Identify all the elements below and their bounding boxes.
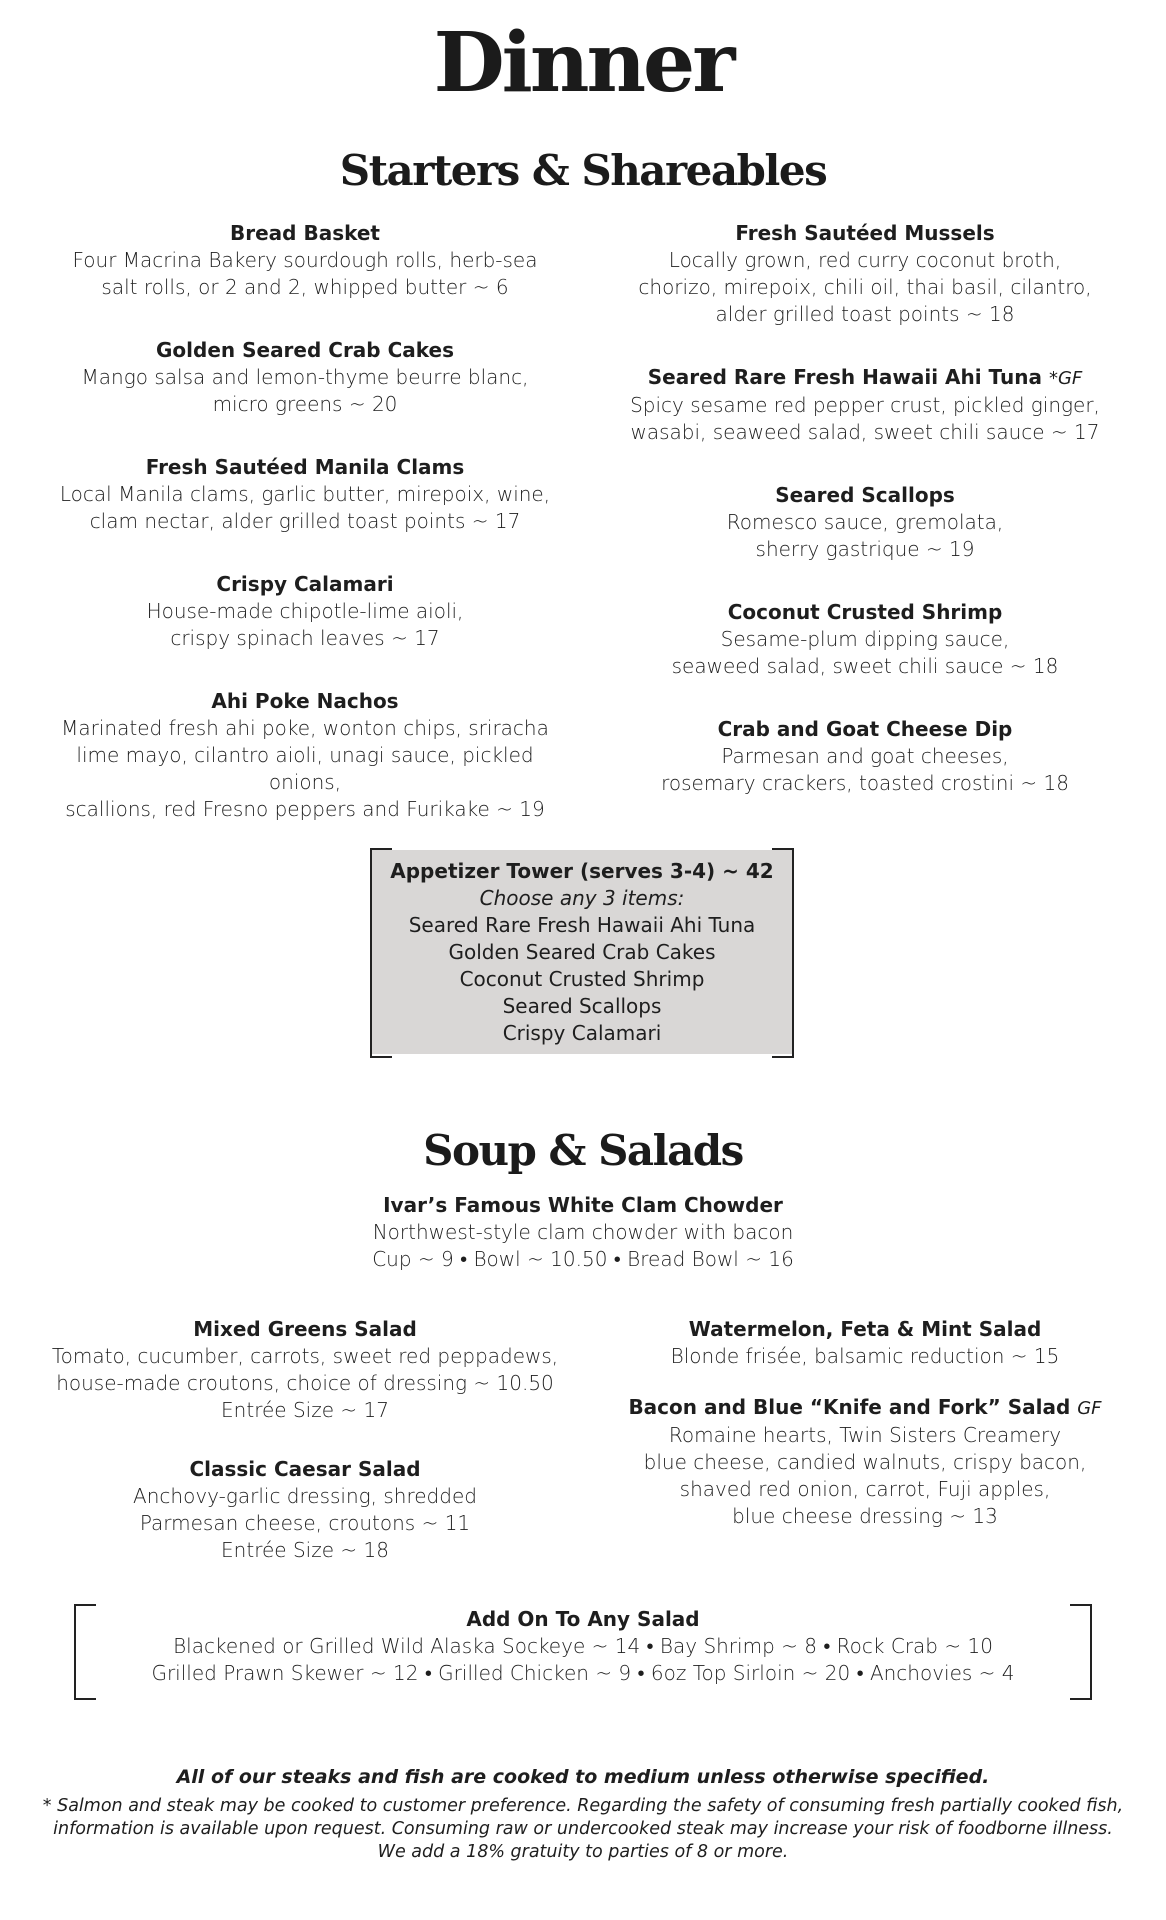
item-description: Anchovy-garlic dressing, shredded (133, 1484, 477, 1508)
footer-notes (40, 1766, 1126, 1864)
item-price-line: Cup ~ 9 • Bowl ~ 10.50 • Bread Bowl ~ 16 (372, 1247, 794, 1271)
item-name: Seared Rare Fresh Hawaii Ahi Tuna (647, 365, 1042, 389)
item-description: Tomato, cucumber, carrots, sweet red peppadews, (51, 1344, 559, 1368)
item-name: Golden Seared Crab Cakes (156, 338, 454, 362)
item-description: wasabi, seaweed salad, sweet chili sauce ~ 17 (630, 420, 1100, 444)
disclaimer-line: information is available upon request. Consuming raw or undercooked steak may increase your risk of foodborne illness. (53, 1819, 1113, 1839)
item-name: Bacon and Blue “Knife and Fork” Salad (628, 1395, 1071, 1419)
item-description: clam nectar, alder grilled toast points ~ 17 (89, 509, 521, 533)
menu-item (40, 220, 570, 301)
item-description: alder grilled toast points ~ 18 (715, 302, 1015, 326)
item-name: Mixed Greens Salad (193, 1317, 417, 1341)
item-description: Local Manila clams, garlic butter, mirepoix, wine, (59, 482, 551, 506)
item-description: scallions, red Fresno peppers and Furikake ~ 19 (65, 797, 545, 821)
add-on-line: Grilled Prawn Skewer ~ 12 • Grilled Chicken ~ 9 • 6oz Top Sirloin ~ 20 • Anchovies ~ 4 (151, 1661, 1015, 1685)
item-description: shaved red onion, carrot, Fuji apples, (679, 1477, 1051, 1501)
add-on-line: Blackened or Grilled Wild Alaska Sockeye ~ 14 • Bay Shrimp ~ 8 • Rock Crab ~ 10 (173, 1634, 993, 1658)
item-name: Ahi Poke Nachos (211, 689, 399, 713)
tower-option: Golden Seared Crab Cakes (448, 940, 716, 964)
salads-left-column (40, 1316, 570, 1596)
add-on-section (80, 1606, 1086, 1687)
item-name: Classic Caesar Salad (189, 1457, 421, 1481)
chowder-item (283, 1192, 883, 1273)
item-description: crispy spinach leaves ~ 17 (170, 626, 440, 650)
item-description: chorizo, mirepoix, chili oil, thai basil, cilantro, (638, 275, 1092, 299)
menu-item (600, 599, 1130, 680)
starters-right-column (600, 220, 1130, 833)
soups-heading: Soup & Salads (423, 1126, 743, 1175)
item-name: Crispy Calamari (216, 572, 394, 596)
item-name-row (600, 364, 1130, 392)
bracket-left (370, 848, 392, 1058)
add-on-title: Add On To Any Salad (466, 1607, 700, 1631)
menu-item (600, 1316, 1130, 1370)
item-description: sherry gastrique ~ 19 (755, 537, 975, 561)
tower-subtitle: Choose any 3 items: (479, 886, 685, 910)
disclaimer-line: * Salmon and steak may be cooked to customer preference. Regarding the safety of consuming fresh partially cooked fish, (42, 1796, 1124, 1816)
item-name: Fresh Sautéed Manila Clams (145, 455, 465, 479)
salads-right-column (600, 1316, 1130, 1554)
menu-item (40, 571, 570, 652)
item-description: House-made chipotle-lime aioli, (146, 599, 464, 623)
item-description: Locally grown, red curry coconut broth, (668, 248, 1062, 272)
item-name: Fresh Sautéed Mussels (735, 221, 995, 245)
item-description: house-made croutons, choice of dressing ~ 10.50 (56, 1371, 554, 1395)
item-name: Coconut Crusted Shrimp (727, 600, 1003, 624)
bracket-right (1070, 1604, 1092, 1700)
cooking-note: All of our steaks and fish are cooked to medium unless otherwise specified. (176, 1766, 990, 1788)
item-description: Marinated fresh ahi poke, wonton chips, sriracha (61, 716, 549, 740)
item-description: Parmesan cheese, croutons ~ 11 (139, 1511, 471, 1535)
tower-option: Seared Scallops (502, 994, 662, 1018)
item-description: rosemary crackers, toasted crostini ~ 18 (661, 771, 1069, 795)
item-description: blue cheese dressing ~ 13 (732, 1504, 998, 1528)
item-description: Entrée Size ~ 17 (221, 1398, 389, 1422)
item-description: Entrée Size ~ 18 (221, 1538, 389, 1562)
item-description: lime mayo, cilantro aioli, unagi sauce, pickled onions, (76, 743, 534, 794)
item-name: Ivar’s Famous White Clam Chowder (383, 1193, 783, 1217)
menu-item (40, 454, 570, 535)
item-description: Parmesan and goat cheeses, (721, 744, 1009, 768)
gluten-free-tag: GF (1077, 1398, 1102, 1419)
gratuity-line: We add a 18% gratuity to parties of 8 or more. (377, 1842, 789, 1862)
item-name: Crab and Goat Cheese Dip (717, 717, 1013, 741)
item-description: micro greens ~ 20 (212, 392, 398, 416)
item-name: Seared Scallops (775, 483, 955, 507)
tower-option: Crispy Calamari (502, 1021, 662, 1045)
menu-title: Dinner (433, 15, 733, 111)
item-name-row (600, 1394, 1130, 1422)
menu-item (600, 1394, 1130, 1530)
menu-item (40, 1316, 570, 1424)
item-description: Four Macrina Bakery sourdough rolls, herb-sea (72, 248, 538, 272)
item-description: blue cheese, candied walnuts, crispy bacon, (643, 1450, 1087, 1474)
item-description: Spicy sesame red pepper crust, pickled ginger, (630, 393, 1100, 417)
menu-item (600, 482, 1130, 563)
menu-item (40, 688, 570, 823)
tower-option: Seared Rare Fresh Hawaii Ahi Tuna (408, 913, 756, 937)
starters-heading: Starters & Shareables (339, 146, 827, 195)
item-description: Mango salsa and lemon-thyme beurre blanc, (81, 365, 529, 389)
item-description: Northwest-style clam chowder with bacon (372, 1220, 794, 1244)
item-description: Romesco sauce, gremolata, (726, 510, 1004, 534)
appetizer-tower-box (372, 850, 792, 1054)
item-description: salt rolls, or 2 and 2, whipped butter ~ 6 (101, 275, 509, 299)
tower-option: Coconut Crusted Shrimp (459, 967, 705, 991)
item-description: Romaine hearts, Twin Sisters Creamery (668, 1423, 1062, 1447)
gluten-free-tag: *GF (1048, 368, 1083, 389)
bracket-right (772, 848, 794, 1058)
menu-item (40, 1456, 570, 1564)
menu-item (600, 716, 1130, 797)
item-name: Watermelon, Feta & Mint Salad (688, 1317, 1042, 1341)
menu-item (600, 364, 1130, 446)
item-description: Blonde frisée, balsamic reduction ~ 15 (670, 1344, 1060, 1368)
starters-left-column (40, 220, 570, 859)
item-description: Sesame-plum dipping sauce, (720, 627, 1010, 651)
menu-item (600, 220, 1130, 328)
item-name: Bread Basket (230, 221, 380, 245)
menu-item (40, 337, 570, 418)
bracket-left (74, 1604, 96, 1700)
tower-name: Appetizer Tower (serves 3-4) ~ 42 (390, 859, 774, 883)
item-description: seaweed salad, sweet chili sauce ~ 18 (671, 654, 1059, 678)
